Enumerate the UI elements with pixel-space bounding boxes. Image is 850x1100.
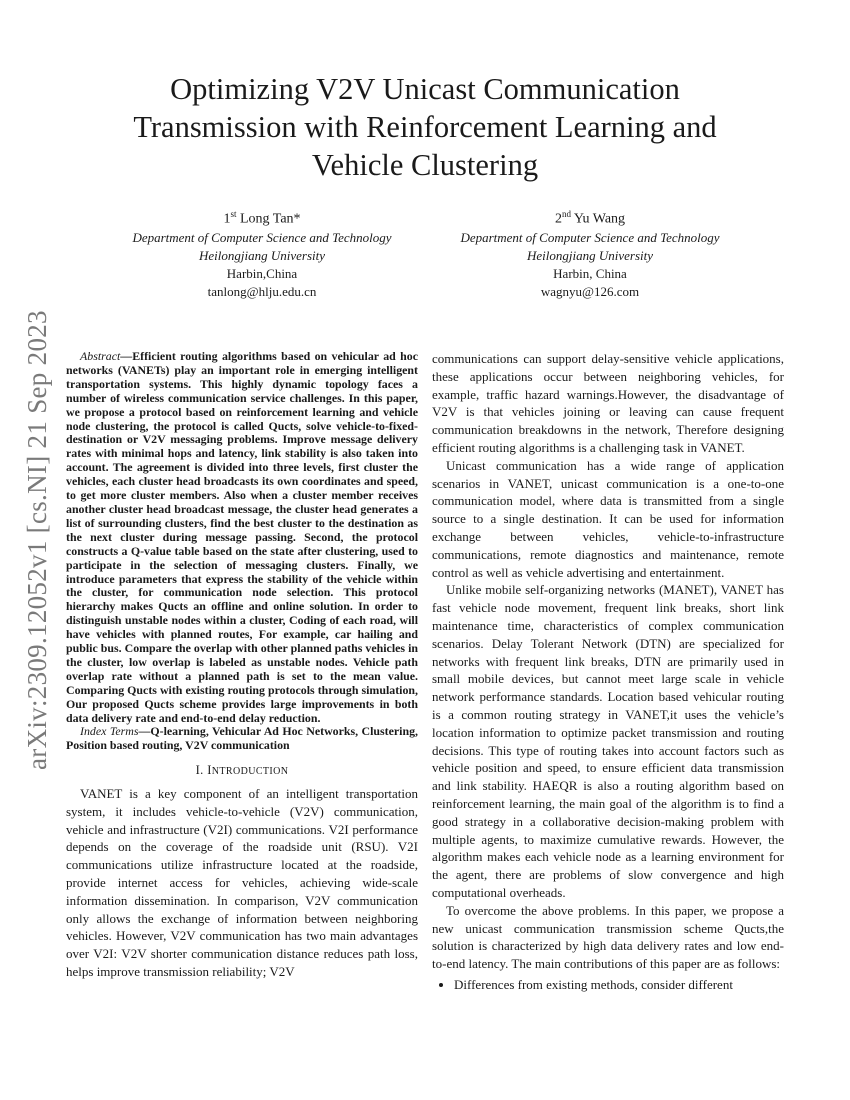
abstract-lead: Abstract: [80, 349, 121, 363]
body-paragraph: To overcome the above problems. In this paper, we propose a new unicast communication transmission scheme Qucts,the solution is characterized by high data delivery rates and low end-to-end latency. The main contributions of this paper are as follows:: [432, 902, 784, 972]
section-heading-introduction: I. INTRODUCTION: [195, 763, 289, 778]
body-paragraph-continued: communications can support delay-sensitive vehicle applications, these applications occur between neighboring vehicles, for example, traffic hazard warnings.However, the disadvantage of V2V is that vehicles joining or leaving can cause frequent communication breakdowns in the network, Therefore designing efficient routing algorithms is a challenging task in VANET.: [432, 351, 784, 455]
abstract: [66, 350, 418, 725]
author-city: Harbin, China: [553, 265, 627, 281]
author-email: tanlong@hlju.edu.cn: [207, 283, 317, 299]
author-department: Department of Computer Science and Technology: [460, 229, 720, 245]
author-department: Department of Computer Science and Technology: [132, 229, 392, 245]
author-block-1: [82, 205, 442, 301]
body-paragraph: Unlike mobile self-organizing networks (MANET), VANET has fast vehicle node movement, frequent link breaks, short link maintenance time, characteristics of complex communication scenarios. Delay Tolerant Network (DTN) are specialized for networks with frequent link breaks, DTN are primarily used in small mobile devices, but cannot meet large scale in vehicle network performance standards. Location based vehicular routing is a common routing strategy in VANET,it uses the vehicle’s location information to optimize packet transmission and routing decisions. This type of routing takes into account factors such as vehicle position and speed, to ensure efficient data transmission and link stability. HAEQR is also a routing algorithm based on reinforcement learning, the main goal of the algorithm is to find a good strategy in a collaborative decision-making problem with multiple agents, to maximize cumulative rewards. However, the algorithm makes each vehicle node as a learning environment for the agent, there are problems of slow convergence and high computational overheads.: [432, 582, 784, 900]
arxiv-identifier: arXiv:2309.12052v1 [cs.NI] 21 Sep 2023: [22, 310, 52, 770]
author-university: Heilongjiang University: [198, 247, 325, 263]
body-paragraph: Unicast communication has a wide range of application scenarios in VANET, unicast communication is a one-to-one communication model, where data is transmitted from a single source to a single destination. It can be used for information exchange between vehicles, vehicle-to-infrastructure communications, remote diagnostics and maintenance, remote control as well as vehicle advertising and entertainment.: [432, 457, 784, 580]
author-name: 1st Long Tan*: [223, 209, 301, 227]
body-paragraph: VANET is a key component of an intelligent transportation system, it includes vehicle-to-vehicle (V2V) communication, vehicle and infrastructure (V2I) communications. V2I performance depends on the coverage of the roadside unit (RSU). V2I communications utilize infrastructure located at the roadside, provide internet access for vehicles, achieving wide-scale information dissemination. In comparison, V2V communication only allows the exchange of information between neighboring vehicles. However, V2V communication has two main advantages over V2I: V2V shorter communication distance reduces path loss, helps improve transmission reliability; V2V: [66, 786, 418, 980]
index-terms-text: —Q-learning, Vehicular Ad Hoc Networks, Clustering, Position based routing, V2V communication: [66, 724, 418, 753]
index-terms: [66, 725, 418, 753]
abstract-text: —Efficient routing algorithms based on vehicular ad hoc networks (VANETs) play an important role in emerging intelligent transportation systems. This highly dynamic topology faces a number of wireless communication service challenges. In this paper, we propose a protocol based on reinforcement learning and vehicle node clustering, the protocol is called Qucts, solve vehicle-to-fixed-destination or V2V messaging problems. Improve message delivery rates with minimal hops and latency, link stability is also taken into account. The agreement is divided into three levels, first cluster the vehicles, each cluster head broadcasts its own coordinates and speed, to get more cluster members. Also when a cluster member receives another cluster head broadcast message, the cluster head generates a list of surrounding clusters, find the best cluster to the destination as the next cluster during message passing. Second, the protocol constructs a Q-value table based on the state after clustering, used to participate in the selection of messaging clusters. Finally, we introduce parameters that express the stability of the vehicle within the cluster, for communication node selection. This protocol hierarchy makes Qucts an offline and online solution. In order to distinguish unstable nodes within a cluster, Coding of each road, will have vehicles with planned routes, For example, car hailing and public bus. Compare the overlap with other planned paths vehicles in the cluster, low overlap is labeled as unstable nodes. Vehicle path overlap rate without a planned path is set to the mean value. Comparing Qucts with existing routing protocols through simulation, Our proposed Qucts scheme provides large improvements in both data delivery rate and end-to-end delay reduction.: [66, 349, 418, 725]
author-university: Heilongjiang University: [526, 247, 653, 263]
author-block-2: [410, 205, 770, 301]
author-email: wagnyu@126.com: [540, 283, 640, 299]
author-name: 2nd Yu Wang: [554, 209, 626, 227]
contributions-list: [432, 976, 784, 994]
paper-title: Optimizing V2V Unicast Communication Transmission with Reinforcement Learning and Vehicle Clustering: [133, 72, 717, 182]
index-terms-lead: Index Terms: [80, 724, 139, 739]
list-item: • Differences from existing methods, consider different: [454, 976, 784, 994]
left-column: [66, 350, 418, 981]
author-city: Harbin,China: [226, 265, 298, 281]
right-column: [432, 350, 784, 994]
